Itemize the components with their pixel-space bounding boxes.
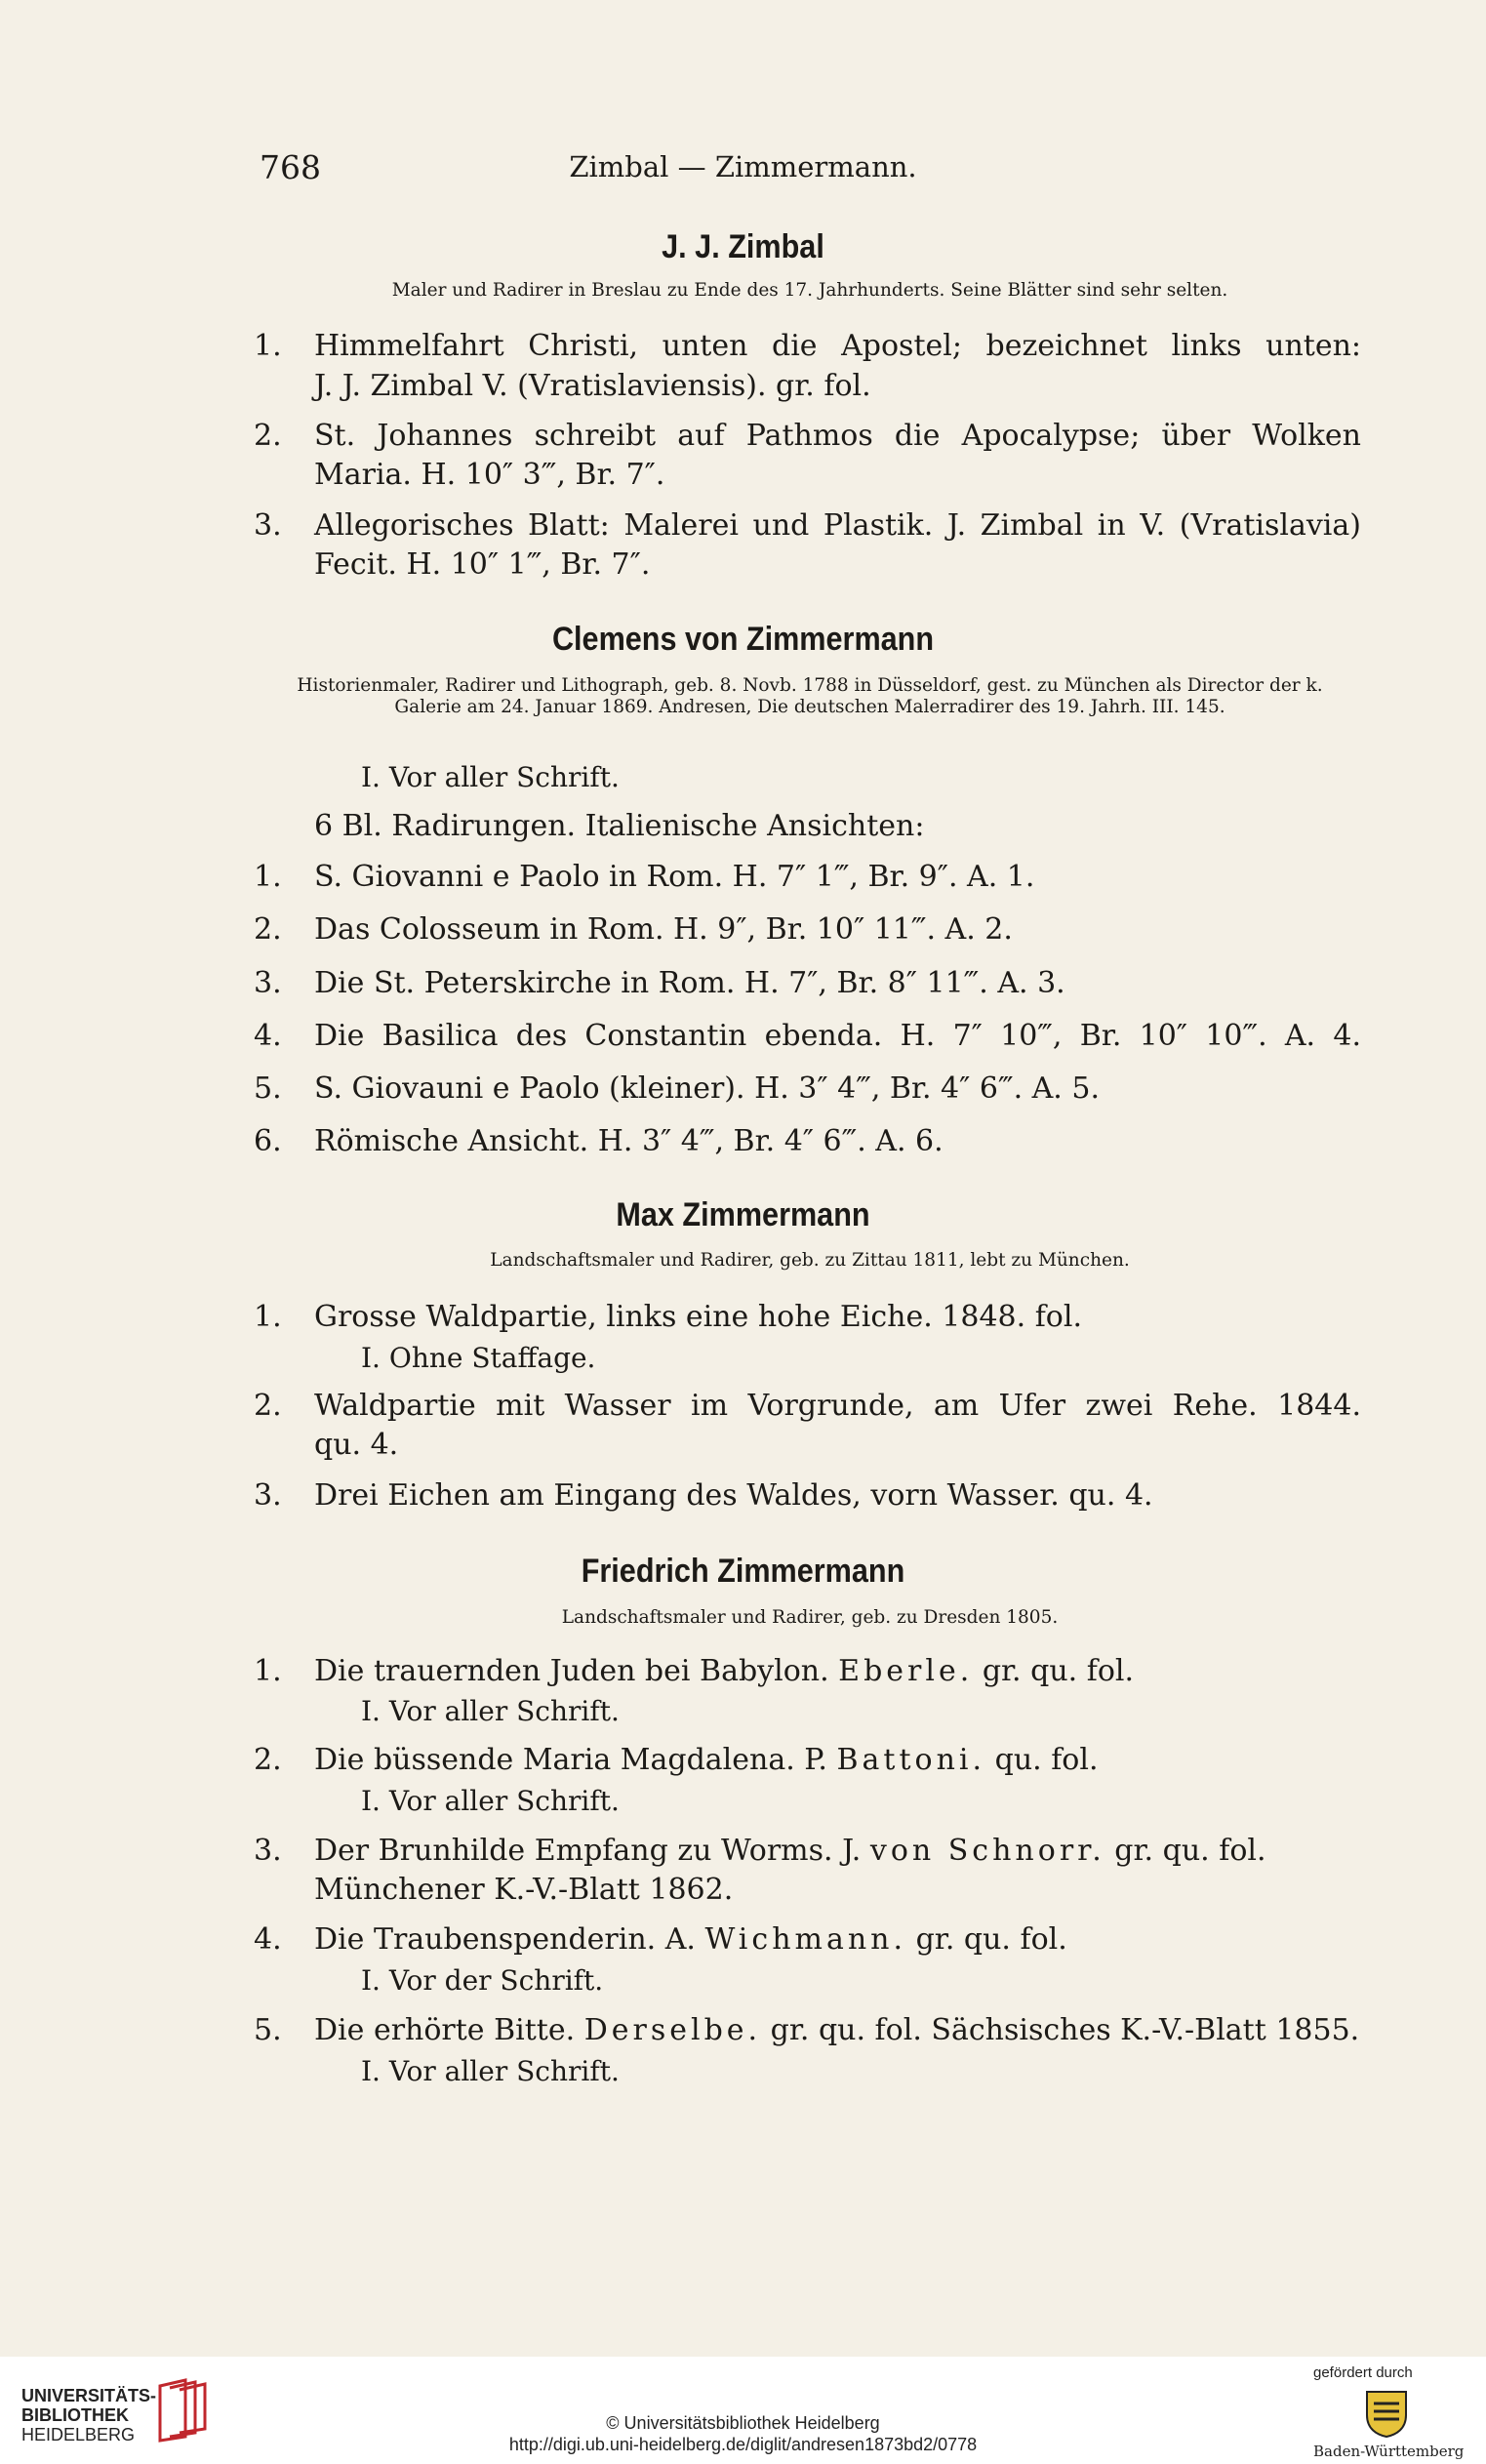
section-bio-max: Landschaftsmaler und Radirer, geb. zu Zittau 1811, lebt zu München.	[490, 1250, 1130, 1271]
copyright-notice: © Universitätsbibliothek Heidelberg	[606, 2413, 880, 2433]
entry-number: 2.	[254, 1743, 282, 1777]
entry-text: Römische Ansicht. H. 3″ 4‴, Br. 4″ 6‴. A. 6.	[314, 1124, 944, 1158]
entry-number: 3.	[254, 1478, 282, 1513]
entry-number: 3.	[254, 966, 282, 1000]
artist-name: Eberle.	[838, 1654, 974, 1688]
section-bio-clemens: Historienmaler, Radirer und Lithograph, geb. 8. Novb. 1788 in Düsseldorf, gest. zu München als Director der k. Galerie am 24. Januar 1869. Andresen, Die deutschen Malerradirer des 19. Jahrh. III. 145.	[297, 675, 1323, 717]
artist-name: Derselbe.	[583, 2013, 762, 2047]
entry-number: 5.	[254, 1071, 282, 1106]
state-note: I. Vor aller Schrift.	[361, 2055, 620, 2087]
entry-text: Himmelfahrt Christi, unten die Apostel; bezeichnet links unten:	[314, 329, 1361, 363]
entry-text: Die St. Peterskirche in Rom. H. 7″, Br. 8″ 11‴. A. 3.	[314, 966, 1065, 1000]
entry-text: Die Traubenspenderin. A. Wichmann. gr. qu. fol.	[314, 1922, 1067, 1957]
entry-continuation: J. J. Zimbal V. (Vratislaviensis). gr. fol.	[314, 369, 871, 403]
entry-number: 5.	[254, 2013, 282, 2047]
viewer-footer	[0, 2357, 1486, 2464]
coat-of-arms-icon	[1362, 2388, 1411, 2439]
section-heading-zimbal: J. J. Zimbal	[662, 228, 824, 265]
entry-text: St. Johannes schreibt auf Pathmos die Apocalypse; über Wolken	[314, 419, 1361, 453]
state-note: I. Ohne Staffage.	[361, 1342, 596, 1374]
artist-name: Wichmann.	[704, 1922, 907, 1957]
funded-by-label: gefördert durch	[1313, 2364, 1413, 2381]
section-bio-zimbal: Maler und Radirer in Breslau zu Ende des 17. Jahrhunderts. Seine Blätter sind sehr selten.	[391, 280, 1228, 301]
artist-name: Battoni.	[836, 1743, 986, 1777]
state-note: I. Vor der Schrift.	[361, 1964, 604, 1997]
entry-text: Der Brunhilde Empfang zu Worms. J. von Schnorr. gr. qu. fol.	[314, 1834, 1266, 1868]
entry-text: Die Basilica des Constantin ebenda. H. 7″ 10‴, Br. 10″ 10‴. A. 4.	[314, 1019, 1361, 1053]
entry-number: 2.	[254, 1389, 282, 1423]
permalink-url[interactable]: http://digi.ub.uni-heidelberg.de/diglit/andresen1873bd2/0778	[508, 2435, 978, 2454]
section-heading-max: Max Zimmermann	[616, 1196, 870, 1233]
entry-number: 4.	[254, 1019, 282, 1053]
state-note: I. Vor aller Schrift.	[361, 1695, 620, 1727]
running-head	[0, 148, 1486, 187]
entry-number: 6.	[254, 1124, 282, 1158]
running-title: Zimbal — Zimmermann.	[569, 150, 917, 183]
entry-number: 3.	[254, 1834, 282, 1868]
entry-text: S. Giovauni e Paolo (kleiner). H. 3″ 4‴, Br. 4″ 6‴. A. 5.	[314, 1071, 1101, 1106]
entry-text: Waldpartie mit Wasser im Vorgrunde, am Ufer zwei Rehe. 1844.	[314, 1389, 1361, 1423]
entry-number: 1.	[254, 1654, 282, 1688]
entry-continuation: Fecit. H. 10″ 1‴, Br. 7″.	[314, 547, 651, 582]
entry-number: 2.	[254, 912, 282, 947]
state-note: I. Vor aller Schrift.	[361, 761, 620, 793]
entry-text: S. Giovanni e Paolo in Rom. H. 7″ 1‴, Br. 9″. A. 1.	[314, 860, 1035, 894]
artist-name: von Schnorr.	[869, 1834, 1105, 1868]
section-heading-clemens: Clemens von Zimmermann	[551, 621, 935, 658]
entry-text: Allegorisches Blatt: Malerei und Plastik. J. Zimbal in V. (Vratislavia)	[314, 508, 1361, 543]
section-heading-friedrich: Friedrich Zimmermann	[581, 1553, 905, 1590]
entry-text: Das Colosseum in Rom. H. 9″, Br. 10″ 11‴. A. 2.	[314, 912, 1013, 947]
state-note: I. Vor aller Schrift.	[361, 1785, 620, 1817]
entry-text: Die büssende Maria Magdalena. P. Battoni. qu. fol.	[314, 1743, 1099, 1777]
entry-number: 1.	[254, 329, 282, 363]
entry-number: 1.	[254, 860, 282, 894]
entry-continuation: Münchener K.-V.-Blatt 1862.	[314, 1873, 734, 1907]
entry-text: Die trauernden Juden bei Babylon. Eberle. gr. qu. fol.	[314, 1654, 1135, 1688]
entry-text: Grosse Waldpartie, links eine hohe Eiche. 1848. fol.	[314, 1300, 1083, 1334]
entry-number: 3.	[254, 508, 282, 543]
page-number: 768	[260, 148, 321, 186]
section-bio-friedrich: Landschaftsmaler und Radirer, geb. zu Dresden 1805.	[561, 1607, 1059, 1628]
library-logo[interactable]: UNIVERSITÄTS- BIBLIOTHEK HEIDELBERG	[21, 2386, 157, 2444]
entry-text: Drei Eichen am Eingang des Waldes, vorn Wasser. qu. 4.	[314, 1478, 1153, 1513]
entry-continuation: qu. 4.	[314, 1428, 399, 1462]
entry-number: 1.	[254, 1300, 282, 1334]
funder-name: Baden-Württemberg	[1313, 2443, 1465, 2460]
entry-text: Die erhörte Bitte. Derselbe. gr. qu. fol. Sächsisches K.-V.-Blatt 1855.	[314, 2013, 1360, 2047]
series-title: 6 Bl. Radirungen. Italienische Ansichten:	[314, 809, 925, 843]
entry-continuation: Maria. H. 10″ 3‴, Br. 7″.	[314, 458, 665, 492]
entry-number: 4.	[254, 1922, 282, 1957]
entry-number: 2.	[254, 419, 282, 453]
